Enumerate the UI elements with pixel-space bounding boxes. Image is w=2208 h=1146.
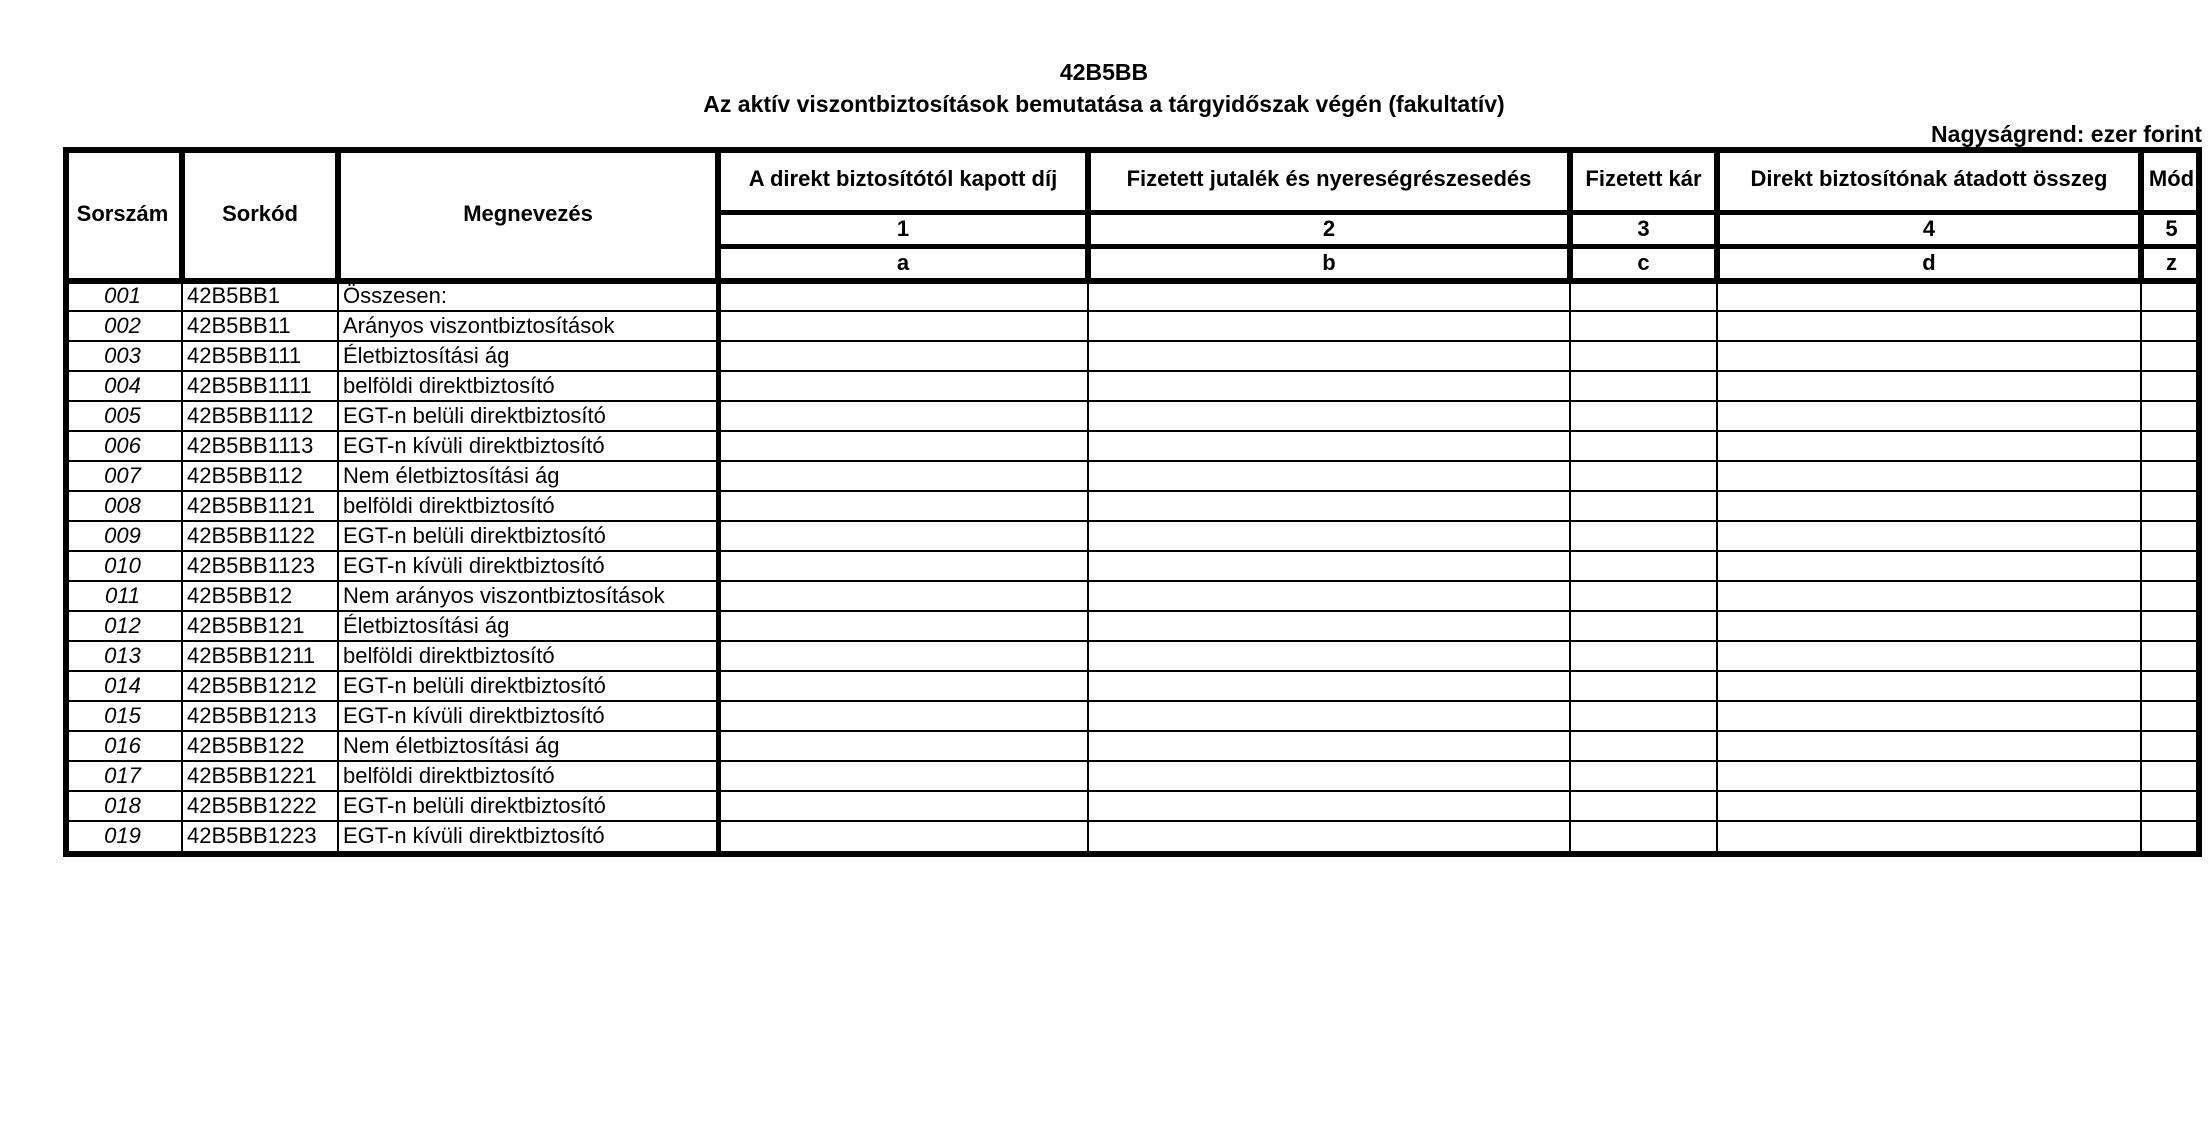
row-number: 008: [104, 493, 141, 518]
value-cell[interactable]: [721, 672, 1085, 699]
row-code: 42B5BB1111: [187, 373, 312, 398]
column-header-sorszam: Sorszám: [76, 200, 169, 226]
value-cell[interactable]: [1573, 342, 1714, 369]
row-number: 001: [104, 283, 141, 308]
value-cell[interactable]: [1720, 612, 2138, 639]
value-cell[interactable]: [2144, 702, 2199, 729]
row-number: 015: [104, 703, 141, 728]
value-cell[interactable]: [1091, 762, 1567, 789]
row-code: 42B5BB1221: [187, 763, 317, 788]
value-cell[interactable]: [1091, 732, 1567, 759]
value-cell[interactable]: [1720, 732, 2138, 759]
value-cell[interactable]: [721, 822, 1085, 849]
row-name: belföldi direktbiztosító: [343, 493, 555, 518]
row-number: 009: [104, 523, 141, 548]
column-header-number: 4: [1922, 216, 1936, 241]
value-cell[interactable]: [1573, 582, 1714, 609]
value-cell[interactable]: [2144, 582, 2199, 609]
value-cell[interactable]: [1573, 762, 1714, 789]
row-number: 005: [104, 403, 141, 428]
value-cell[interactable]: [721, 612, 1085, 639]
row-code: 42B5BB111: [187, 343, 302, 368]
column-header-letter: d: [1922, 250, 1936, 275]
value-cell[interactable]: [2144, 462, 2199, 489]
value-cell[interactable]: [2144, 642, 2199, 669]
value-cell[interactable]: [1091, 282, 1567, 309]
value-cell[interactable]: [1091, 342, 1567, 369]
value-cell[interactable]: [2144, 492, 2199, 519]
value-cell[interactable]: [2144, 342, 2199, 369]
row-number: 004: [104, 373, 141, 398]
value-cell[interactable]: [721, 462, 1085, 489]
row-number: 011: [104, 583, 141, 608]
row-code: 42B5BB112: [187, 463, 303, 488]
value-cell[interactable]: [2144, 402, 2199, 429]
value-cell[interactable]: [2144, 312, 2199, 339]
value-cell[interactable]: [1573, 402, 1714, 429]
row-code: 42B5BB12: [187, 583, 293, 608]
value-cell[interactable]: [1720, 342, 2138, 369]
value-cell[interactable]: [721, 792, 1085, 819]
row-number: 010: [104, 553, 141, 578]
row-code: 42B5BB1122: [187, 523, 316, 548]
value-cell[interactable]: [1573, 282, 1714, 309]
value-cell[interactable]: [1573, 552, 1714, 579]
value-cell[interactable]: [1720, 462, 2138, 489]
row-number: 013: [104, 643, 141, 668]
row-code: 42B5BB1222: [187, 793, 317, 818]
value-cell[interactable]: [2144, 672, 2199, 699]
value-cell[interactable]: [1720, 402, 2138, 429]
value-cell[interactable]: [2144, 372, 2199, 399]
value-cell[interactable]: [1720, 492, 2138, 519]
column-header-label: Fizetett jutalék és nyereségrészesedés: [1126, 166, 1532, 191]
value-cell[interactable]: [1573, 372, 1714, 399]
row-name: EGT-n belüli direktbiztosító: [343, 523, 606, 548]
column-header-label: Direkt biztosítónak átadott összeg: [1750, 166, 2108, 191]
row-number: 007: [104, 463, 141, 488]
value-cell[interactable]: [1573, 822, 1714, 849]
row-code: 42B5BB1123: [187, 553, 316, 578]
row-name: Összesen:: [343, 283, 447, 308]
value-cell[interactable]: [1573, 312, 1714, 339]
row-name: Nem arányos viszontbiztosítások: [343, 583, 665, 608]
value-cell[interactable]: [721, 372, 1085, 399]
value-cell[interactable]: [1573, 522, 1714, 549]
unit-note: Nagyságrend: ezer forint: [1931, 121, 2202, 147]
value-cell[interactable]: [1573, 642, 1714, 669]
value-cell[interactable]: [1573, 492, 1714, 519]
value-cell[interactable]: [1720, 702, 2138, 729]
body-column-divider: [1087, 280, 1089, 856]
value-cell[interactable]: [721, 492, 1085, 519]
value-cell[interactable]: [721, 522, 1085, 549]
column-header-letter: z: [2166, 250, 2177, 275]
value-cell[interactable]: [2144, 432, 2199, 459]
value-cell[interactable]: [1091, 822, 1567, 849]
value-cell[interactable]: [1091, 402, 1567, 429]
row-number: 006: [104, 433, 141, 458]
value-cell[interactable]: [1720, 522, 2138, 549]
body-column-divider: [2140, 280, 2142, 856]
row-code: 42B5BB1211: [187, 643, 316, 668]
value-cell[interactable]: [1091, 792, 1567, 819]
row-number: 019: [104, 823, 141, 848]
row-code: 42B5BB1212: [187, 673, 317, 698]
column-header-label: A direkt biztosítótól kapott díj: [748, 166, 1058, 191]
value-cell[interactable]: [1091, 312, 1567, 339]
value-cell[interactable]: [2144, 792, 2199, 819]
row-name: Nem életbiztosítási ág: [343, 733, 560, 758]
value-cell[interactable]: [2144, 822, 2199, 849]
row-name: EGT-n belüli direktbiztosító: [343, 403, 606, 428]
value-cell[interactable]: [1573, 732, 1714, 759]
value-cell[interactable]: [1573, 432, 1714, 459]
value-cell[interactable]: [1720, 372, 2138, 399]
value-cell[interactable]: [721, 732, 1085, 759]
value-cell[interactable]: [1091, 672, 1567, 699]
value-cell[interactable]: [1720, 822, 2138, 849]
row-name: Életbiztosítási ág: [343, 613, 510, 638]
row-name: EGT-n kívüli direktbiztosító: [343, 553, 605, 578]
row-name: belföldi direktbiztosító: [343, 373, 555, 398]
value-cell[interactable]: [721, 282, 1085, 309]
row-code: 42B5BB1113: [187, 433, 314, 458]
value-cell[interactable]: [1091, 462, 1567, 489]
row-name: EGT-n kívüli direktbiztosító: [343, 703, 605, 728]
column-header-megnevezes: Megnevezés: [463, 200, 593, 226]
value-cell[interactable]: [1573, 792, 1714, 819]
value-cell[interactable]: [1720, 312, 2138, 339]
value-cell[interactable]: [1091, 372, 1567, 399]
value-cell[interactable]: [721, 402, 1085, 429]
value-cell[interactable]: [2144, 522, 2199, 549]
value-cell[interactable]: [1720, 642, 2138, 669]
row-code: 42B5BB121: [187, 613, 305, 638]
row-code: 42B5BB1213: [187, 703, 317, 728]
value-cell[interactable]: [721, 432, 1085, 459]
row-name: EGT-n kívüli direktbiztosító: [343, 433, 605, 458]
value-cell[interactable]: [1573, 702, 1714, 729]
value-cell[interactable]: [2144, 762, 2199, 789]
form-title: Az aktív viszontbiztosítások bemutatása a tárgyidőszak végén (fakultatív): [703, 91, 1505, 117]
column-header-letter: c: [1637, 250, 1650, 275]
value-cell[interactable]: [2144, 552, 2199, 579]
data-table: [63, 147, 2202, 857]
column-header-letter: b: [1322, 250, 1336, 275]
row-code: 42B5BB1223: [187, 823, 317, 848]
value-cell[interactable]: [1720, 282, 2138, 309]
value-cell[interactable]: [721, 702, 1085, 729]
column-header-number: 1: [896, 216, 910, 241]
column-header-number: 2: [1322, 216, 1336, 241]
row-name: Arányos viszontbiztosítások: [343, 313, 615, 338]
value-cell[interactable]: [1091, 552, 1567, 579]
column-header-letter: a: [896, 250, 910, 275]
row-number: 003: [104, 343, 141, 368]
value-cell[interactable]: [2144, 732, 2199, 759]
value-cell[interactable]: [721, 552, 1085, 579]
row-number: 002: [104, 313, 141, 338]
value-cell[interactable]: [1720, 432, 2138, 459]
column-header-label: Mód: [2148, 166, 2195, 191]
value-cell[interactable]: [1720, 582, 2138, 609]
row-number: 014: [104, 673, 141, 698]
value-cell[interactable]: [1573, 612, 1714, 639]
value-cell[interactable]: [1091, 582, 1567, 609]
column-header-sorkod: Sorkód: [222, 200, 298, 226]
value-cell[interactable]: [1720, 762, 2138, 789]
value-cell[interactable]: [1091, 642, 1567, 669]
row-name: Életbiztosítási ág: [343, 343, 510, 368]
value-cell[interactable]: [721, 312, 1085, 339]
value-cell[interactable]: [1720, 552, 2138, 579]
value-cell[interactable]: [1091, 612, 1567, 639]
row-number: 017: [104, 763, 141, 788]
body-column-divider: [1569, 280, 1571, 856]
row-name: belföldi direktbiztosító: [343, 643, 555, 668]
value-cell[interactable]: [1091, 702, 1567, 729]
value-cell[interactable]: [1573, 672, 1714, 699]
row-number: 018: [104, 793, 141, 818]
value-cell[interactable]: [721, 642, 1085, 669]
column-header-label: Fizetett kár: [1585, 166, 1702, 191]
row-code: 42B5BB1121: [187, 493, 316, 518]
row-name: Nem életbiztosítási ág: [343, 463, 560, 488]
row-number: 016: [104, 733, 141, 758]
value-cell[interactable]: [2144, 612, 2199, 639]
form-code: 42B5BB: [1059, 59, 1149, 85]
row-name: EGT-n belüli direktbiztosító: [343, 673, 606, 698]
value-cell[interactable]: [1720, 672, 2138, 699]
value-cell[interactable]: [1091, 492, 1567, 519]
value-cell[interactable]: [1091, 432, 1567, 459]
value-cell[interactable]: [721, 762, 1085, 789]
value-cell[interactable]: [1091, 522, 1567, 549]
value-cell[interactable]: [1720, 792, 2138, 819]
row-name: EGT-n kívüli direktbiztosító: [343, 823, 605, 848]
value-cell[interactable]: [2144, 282, 2199, 309]
row-code: 42B5BB1: [187, 283, 280, 308]
row-code: 42B5BB1112: [187, 403, 314, 428]
row-name: belföldi direktbiztosító: [343, 763, 555, 788]
value-cell[interactable]: [721, 582, 1085, 609]
column-header-number: 3: [1637, 216, 1650, 241]
row-code: 42B5BB122: [187, 733, 305, 758]
column-header-number: 5: [2165, 216, 2178, 241]
row-number: 012: [104, 613, 141, 638]
body-column-divider: [1716, 280, 1718, 856]
value-cell[interactable]: [1573, 462, 1714, 489]
row-name: EGT-n belüli direktbiztosító: [343, 793, 606, 818]
row-code: 42B5BB11: [187, 313, 291, 338]
value-cell[interactable]: [721, 342, 1085, 369]
